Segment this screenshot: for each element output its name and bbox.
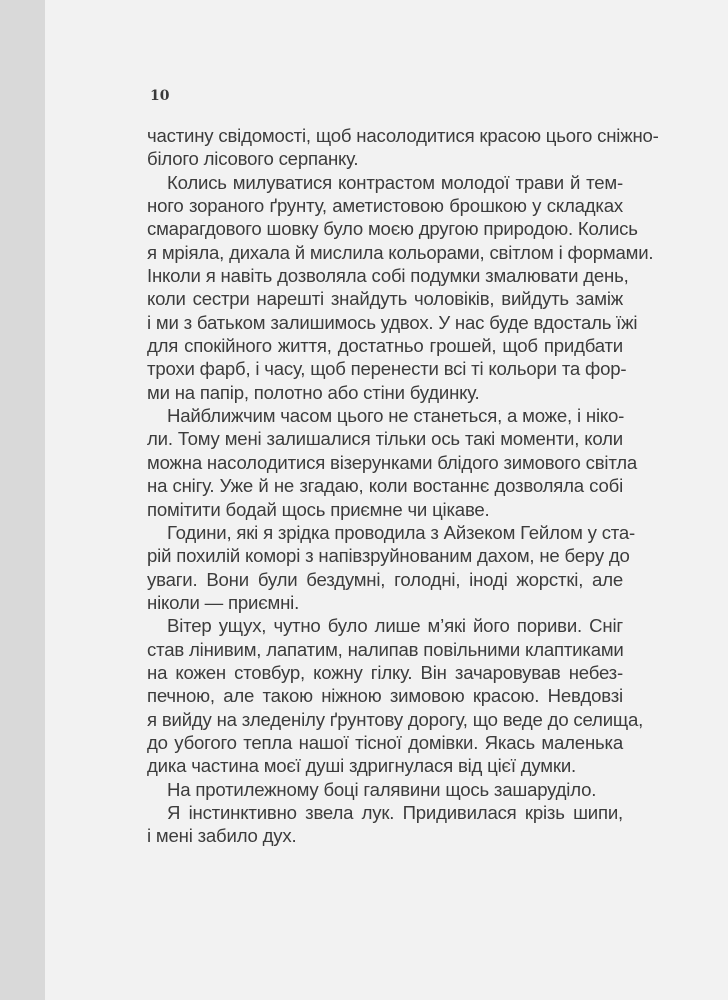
- text-line: коли сестри нарешті знайдуть чоловіків, вийдуть заміж: [147, 288, 623, 310]
- paragraph: [147, 778, 623, 801]
- text-line: і ми з батьком залишимось удвох. У нас буде вдосталь їжі: [147, 311, 638, 333]
- text-line: уваги. Вони були бездумні, голодні, іноді жорсткі, але: [147, 568, 623, 590]
- text-line: Найближчим часом цього не станеться, а може, і ніко-: [167, 405, 625, 427]
- book-page: [45, 0, 728, 1000]
- paragraph: [147, 171, 654, 404]
- text-line: Я інстинктивно звела лук. Придивилася крізь шипи,: [167, 801, 623, 823]
- text-line: ного зораного ґрунту, аметистовою брошкою у складках: [147, 195, 623, 217]
- text-line: смарагдового шовку було моєю другою природою. Колись: [147, 218, 638, 240]
- text-line: трохи фарб, і часу, щоб перенести всі ті кольори та фор-: [147, 358, 627, 380]
- text-line: ми на папір, полотно або стіни будинку.: [147, 381, 480, 403]
- text-line: для спокійного життя, достатньо грошей, щоб придбати: [147, 335, 623, 357]
- text-line: на снігу. Уже й не згадаю, коли востаннє дозволяла собі: [147, 475, 623, 497]
- text-line: Інколи я навіть дозволяла собі подумки змалювати день,: [147, 265, 629, 287]
- page-number: 10: [150, 88, 170, 104]
- text-line: можна насолодитися візерунками блідого зимового світла: [147, 451, 638, 473]
- text-line: дика частина моєї душі здригнулася від цієї думки.: [147, 755, 576, 777]
- paragraph: [147, 124, 659, 171]
- text-line: до убогого тепла нашої тісної домівки. Якась маленька: [147, 731, 623, 753]
- paragraph: [147, 614, 644, 777]
- text-line: помітити бодай щось приємне чи цікаве.: [147, 498, 490, 520]
- body-text: [147, 124, 659, 848]
- text-line: білого лісового серпанку.: [147, 148, 359, 170]
- text-line: рій похилій коморі з напівзруйнованим дахом, не беру до: [147, 545, 630, 567]
- text-line: і мені забило дух.: [147, 825, 297, 847]
- text-line: ніколи — приємні.: [147, 591, 300, 613]
- paragraph: [147, 521, 636, 614]
- text-line: частину свідомості, щоб насолодитися красою цього сніжно-: [147, 125, 659, 146]
- text-line: Години, які я зрідка проводила з Айзеком Гейлом у ста-: [167, 521, 636, 543]
- text-line: я мріяла, дихала й мислила кольорами, світлом і формами.: [147, 241, 654, 263]
- text-line: На протилежному боці галявини щось зашаруділо.: [167, 778, 597, 800]
- text-line: я вийду на зледенілу ґрунтову дорогу, що веде до селища,: [147, 708, 644, 730]
- paragraph: [147, 801, 623, 848]
- paragraph: [147, 404, 638, 521]
- text-line: став лінивим, лапатим, налипав повільними клаптиками: [147, 638, 624, 660]
- text-line: Колись милуватися контрастом молодої трави й тем-: [167, 171, 623, 193]
- text-line: Вітер ущух, чутно було лише м’які його пориви. Сніг: [167, 615, 623, 637]
- text-line: печною, але такою ніжною зимовою красою. Невдовзі: [147, 685, 623, 707]
- text-line: на кожен стовбур, кожну гілку. Він зачаровував небез-: [147, 661, 623, 683]
- text-line: ли. Тому мені залишалися тільки ось такі моменти, коли: [147, 428, 623, 450]
